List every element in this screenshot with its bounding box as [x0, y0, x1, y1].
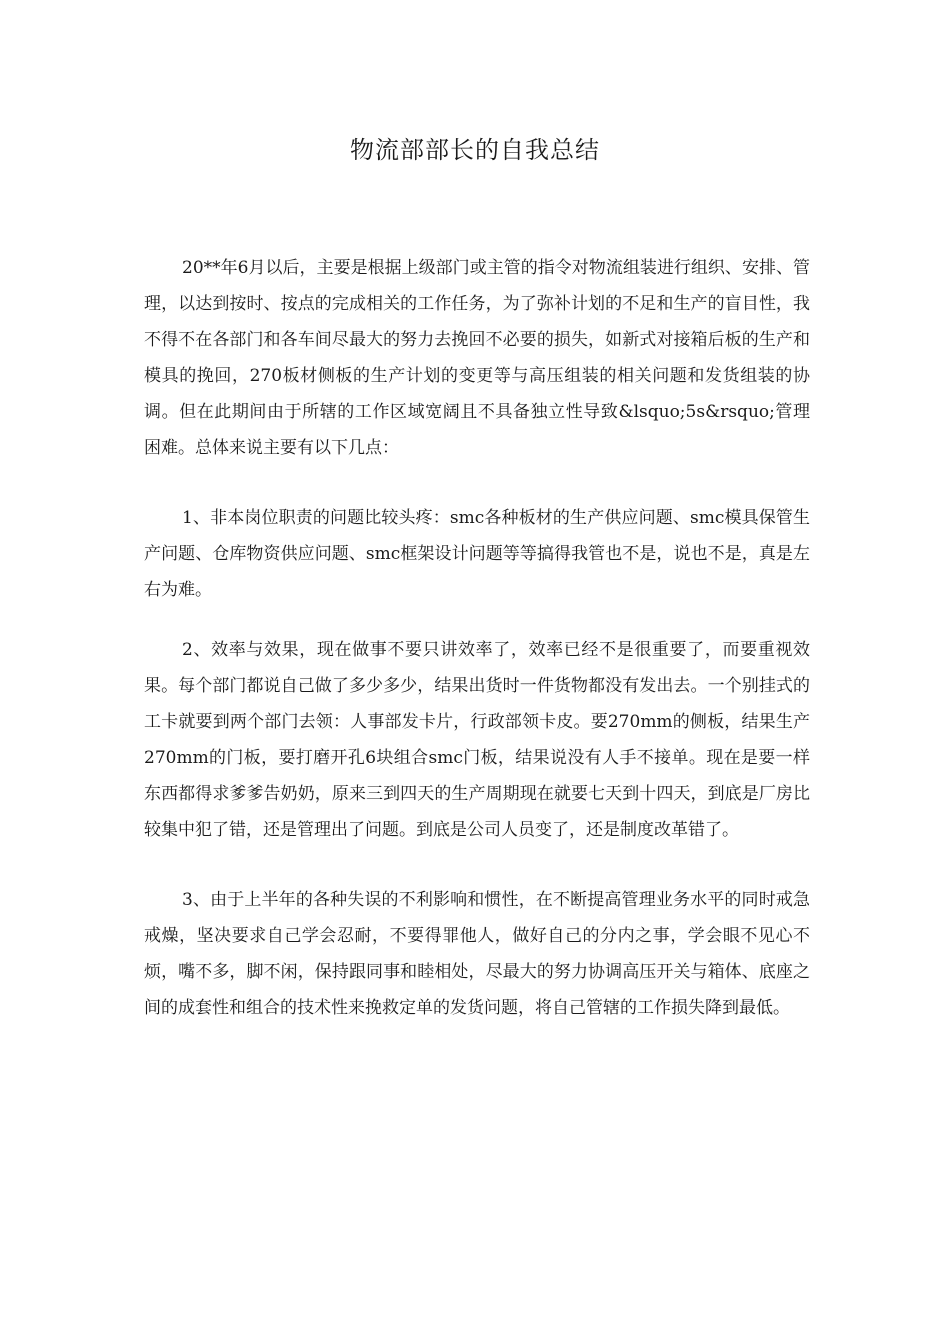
paragraph-point-2: 2、效率与效果，现在做事不要只讲效率了，效率已经不是很重要了，而要重视效果。每个部门都说自己做了多少多少，结果出货时一件货物都没有发出去。一个别挂式的工卡就要到两个部门去领：人事部发卡片，行政部领卡皮。要270mm的侧板，结果生产270mm的门板，要打磨开孔6块组合smc门板，结果说没有人手不接单。现在是要一样东西都得求爹爹告奶奶，原来三到四天的生产周期现在就要七天到十四天，到底是厂房比较集中犯了错，还是管理出了问题。到底是公司人员变了，还是制度改革错了。	[144, 640, 810, 840]
paragraph-intro: 20**年6月以后，主要是根据上级部门或主管的指令对物流组装进行组织、安排、管理，以达到按时、按点的完成相关的工作任务，为了弥补计划的不足和生产的盲目性，我不得不在各部门和各车间尽最大的努力去挽回不必要的损失，如新式对接箱后板的生产和模具的挽回，270板材侧板的生产计划的变更等与高压组装的相关问题和发货组装的协调。但在此期间由于所辖的工作区域宽阔且不具备独立性导致&lsquo;5s&rsquo;管理困难。总体来说主要有以下几点：	[144, 258, 810, 458]
document-body	[144, 250, 810, 1060]
paragraph-point-1: 1、非本岗位职责的问题比较头疼：smc各种板材的生产供应问题、smc模具保管生产问题、仓库物资供应问题、smc框架设计问题等等搞得我管也不是，说也不是，真是左右为难。	[144, 508, 810, 600]
document-title: 物流部部长的自我总结	[350, 136, 600, 164]
paragraph-point-3: 3、由于上半年的各种失误的不利影响和惯性，在不断提高管理业务水平的同时戒急戒燥，坚决要求自己学会忍耐，不要得罪他人，做好自己的分内之事，学会眼不见心不烦，嘴不多，脚不闲，保持跟同事和睦相处，尽最大的努力协调高压开关与箱体、底座之间的成套性和组合的技术性来挽救定单的发货问题，将自己管辖的工作损失降到最低。	[144, 890, 810, 1018]
